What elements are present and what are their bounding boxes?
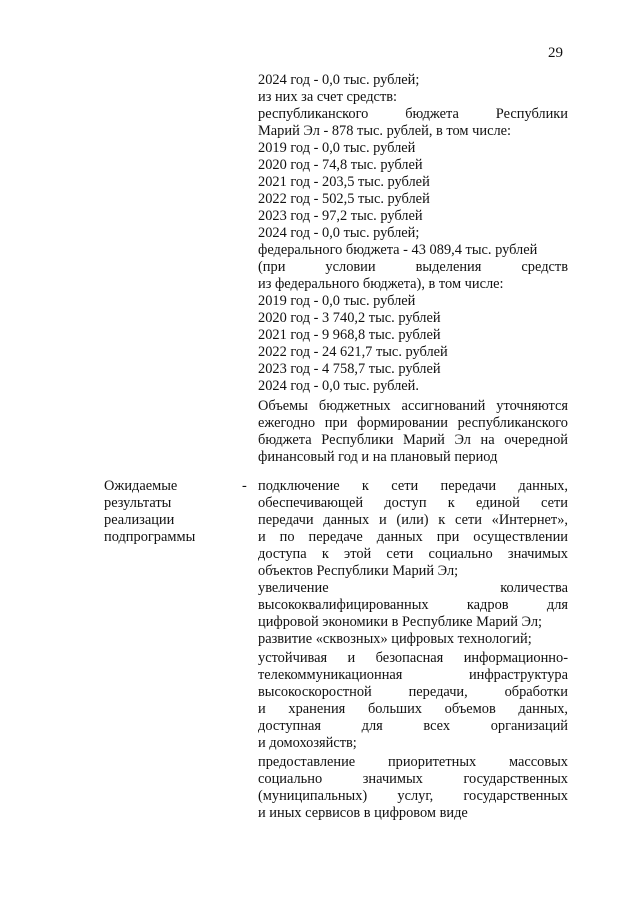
funding-line: 2023 год - 4 758,7 тыс. рублей — [258, 361, 441, 377]
funding-line: 2021 год - 9 968,8 тыс. рублей — [258, 327, 441, 343]
funding-line: 2022 год - 24 621,7 тыс. рублей — [258, 344, 448, 360]
results-line: увеличение количества — [258, 580, 568, 596]
results-line: объектов Республики Марий Эл; — [258, 563, 459, 579]
funding-line: 2023 год - 97,2 тыс. рублей — [258, 208, 423, 224]
funding-line: 2022 год - 502,5 тыс. рублей — [258, 191, 430, 207]
results-line: доступная для всех организаций — [258, 718, 568, 734]
results-line: высокоскоростной передачи, обработки — [258, 684, 568, 700]
results-line: развитие «сквозных» цифровых технологий; — [258, 631, 532, 647]
funding-line: 2021 год - 203,5 тыс. рублей — [258, 174, 430, 190]
funding-line: республиканского бюджета Республики — [258, 106, 568, 122]
funding-line: 2024 год - 0,0 тыс. рублей. — [258, 378, 419, 394]
funding-line: (при условии выделения средств — [258, 259, 568, 275]
results-line: высококвалифицированных кадров для — [258, 597, 568, 613]
results-line: передачи данных и (или) к сети «Интернет», — [258, 512, 568, 528]
results-line: и по передаче данных при осуществлении — [258, 529, 568, 545]
funding-line: 2020 год - 3 740,2 тыс. рублей — [258, 310, 441, 326]
results-label-line: реализации — [104, 512, 175, 528]
funding-line: 2024 год - 0,0 тыс. рублей; — [258, 72, 420, 88]
funding-line: бюджета Республики Марий Эл на очередной — [258, 432, 568, 448]
results-line: устойчивая и безопасная информационно- — [258, 650, 568, 666]
funding-line: ежегодно при формировании республиканского — [258, 415, 568, 431]
funding-line: 2020 год - 74,8 тыс. рублей — [258, 157, 423, 173]
results-line: цифровой экономики в Республике Марий Эл; — [258, 614, 543, 630]
page-number: 29 — [548, 45, 563, 61]
results-line: телекоммуникационная инфраструктура — [258, 667, 568, 683]
funding-line: из них за счет средств: — [258, 89, 398, 105]
results-line: и иных сервисов в цифровом виде — [258, 805, 468, 821]
results-label-line: подпрограммы — [104, 529, 196, 545]
results-line: обеспечивающей доступ к единой сети — [258, 495, 568, 511]
funding-line: федерального бюджета - 43 089,4 тыс. рублей — [258, 242, 538, 258]
results-line: и хранения больших объемов данных, — [258, 701, 568, 717]
funding-line: 2019 год - 0,0 тыс. рублей — [258, 140, 416, 156]
separator-dash: - — [242, 478, 247, 494]
results-line: предоставление приоритетных массовых — [258, 754, 568, 770]
funding-line: из федерального бюджета), в том числе: — [258, 276, 504, 292]
results-line: социально значимых государственных — [258, 771, 568, 787]
results-label-line: результаты — [104, 495, 172, 511]
funding-line: Объемы бюджетных ассигнований уточняются — [258, 398, 568, 414]
funding-line: 2024 год - 0,0 тыс. рублей; — [258, 225, 420, 241]
results-label-line: Ожидаемые — [104, 478, 178, 494]
results-line: подключение к сети передачи данных, — [258, 478, 568, 494]
funding-line: 2019 год - 0,0 тыс. рублей — [258, 293, 416, 309]
results-line: (муниципальных) услуг, государственных — [258, 788, 568, 804]
results-line: и домохозяйств; — [258, 735, 357, 751]
results-line: доступа к этой сети социально значимых — [258, 546, 568, 562]
funding-line: Марий Эл - 878 тыс. рублей, в том числе: — [258, 123, 512, 139]
funding-line: финансовый год и на плановый период — [258, 449, 498, 465]
